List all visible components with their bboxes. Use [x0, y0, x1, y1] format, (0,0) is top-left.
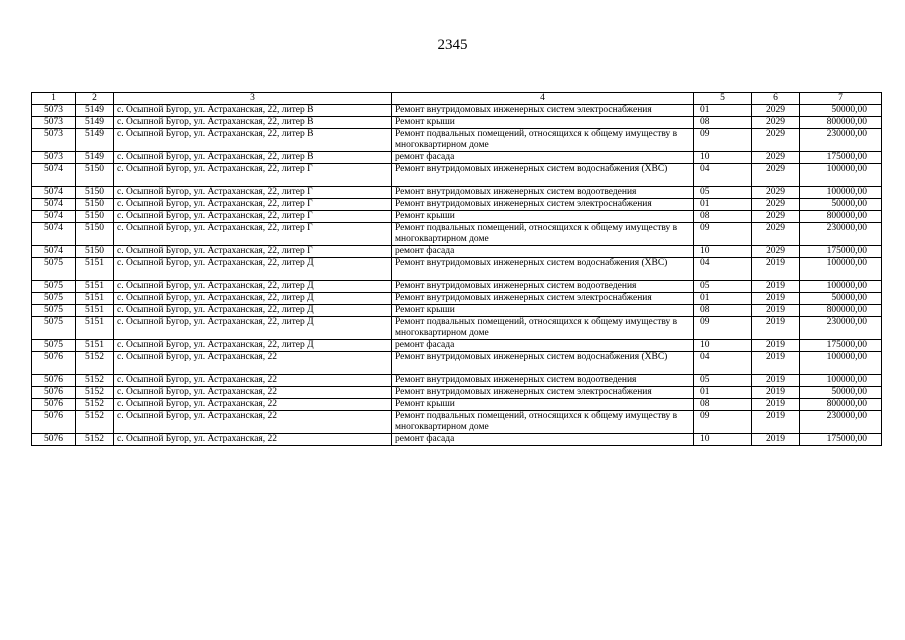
cell-number: 5073 [32, 105, 76, 117]
cell-number: 5074 [32, 246, 76, 258]
cell-work-code: 04 [694, 258, 752, 281]
cell-cost: 175000,00 [800, 340, 882, 352]
table-row [32, 399, 882, 411]
cell-number: 5076 [32, 352, 76, 375]
cell-year: 2029 [752, 199, 800, 211]
cell-work-code: 08 [694, 117, 752, 129]
cell-year: 2029 [752, 246, 800, 258]
cell-work-type: Ремонт подвальных помещений, относящихся к общему имуществу в многоквартирном доме [392, 411, 694, 434]
column-header-2: 2 [76, 93, 114, 105]
cell-house-id: 5150 [76, 164, 114, 187]
cell-year: 2019 [752, 258, 800, 281]
cell-address: с. Осыпной Бугор, ул. Астраханская, 22, литер Г [114, 246, 392, 258]
table-row [32, 375, 882, 387]
cell-number: 5075 [32, 305, 76, 317]
cell-work-code: 01 [694, 387, 752, 399]
cell-address: с. Осыпной Бугор, ул. Астраханская, 22, литер Г [114, 199, 392, 211]
column-header-5: 5 [694, 93, 752, 105]
cell-work-type: Ремонт внутридомовых инженерных систем водоснабжения (ХВС) [392, 258, 694, 281]
column-header-4: 4 [392, 93, 694, 105]
cell-work-type: Ремонт внутридомовых инженерных систем электроснабжения [392, 293, 694, 305]
cell-work-type: Ремонт крыши [392, 399, 694, 411]
cell-cost: 175000,00 [800, 152, 882, 164]
cell-year: 2029 [752, 187, 800, 199]
cell-number: 5076 [32, 387, 76, 399]
cell-house-id: 5151 [76, 340, 114, 352]
cell-number: 5074 [32, 223, 76, 246]
cell-work-code: 09 [694, 411, 752, 434]
cell-year: 2019 [752, 293, 800, 305]
cell-address: с. Осыпной Бугор, ул. Астраханская, 22, литер Г [114, 211, 392, 223]
cell-work-code: 05 [694, 187, 752, 199]
cell-year: 2019 [752, 281, 800, 293]
header-row [32, 93, 882, 105]
cell-house-id: 5150 [76, 223, 114, 246]
cell-year: 2019 [752, 305, 800, 317]
cell-address: с. Осыпной Бугор, ул. Астраханская, 22 [114, 387, 392, 399]
cell-work-type: Ремонт внутридомовых инженерных систем электроснабжения [392, 199, 694, 211]
cell-work-type: Ремонт внутридомовых инженерных систем электроснабжения [392, 387, 694, 399]
cell-cost: 100000,00 [800, 281, 882, 293]
table-row [32, 387, 882, 399]
cell-cost: 175000,00 [800, 434, 882, 446]
cell-work-code: 01 [694, 105, 752, 117]
cell-year: 2029 [752, 164, 800, 187]
cell-cost: 50000,00 [800, 293, 882, 305]
cell-number: 5074 [32, 211, 76, 223]
cell-cost: 800000,00 [800, 117, 882, 129]
cell-year: 2019 [752, 340, 800, 352]
table-row [32, 352, 882, 375]
cell-work-type: Ремонт внутридомовых инженерных систем водоснабжения (ХВС) [392, 352, 694, 375]
cell-year: 2019 [752, 411, 800, 434]
table-row [32, 434, 882, 446]
cell-work-code: 01 [694, 293, 752, 305]
cell-work-code: 01 [694, 199, 752, 211]
cell-year: 2019 [752, 375, 800, 387]
cell-house-id: 5149 [76, 105, 114, 117]
cell-number: 5076 [32, 375, 76, 387]
table-row [32, 187, 882, 199]
cell-cost: 100000,00 [800, 164, 882, 187]
cell-work-code: 05 [694, 375, 752, 387]
cell-year: 2019 [752, 352, 800, 375]
table-row [32, 211, 882, 223]
cell-number: 5076 [32, 411, 76, 434]
cell-address: с. Осыпной Бугор, ул. Астраханская, 22 [114, 411, 392, 434]
column-header-3: 3 [114, 93, 392, 105]
cell-house-id: 5150 [76, 199, 114, 211]
table-row [32, 129, 882, 152]
cell-house-id: 5149 [76, 152, 114, 164]
cell-work-type: ремонт фасада [392, 340, 694, 352]
table-row [32, 105, 882, 117]
cell-address: с. Осыпной Бугор, ул. Астраханская, 22 [114, 352, 392, 375]
cell-number: 5073 [32, 117, 76, 129]
column-header-6: 6 [752, 93, 800, 105]
cell-house-id: 5149 [76, 129, 114, 152]
cell-work-code: 09 [694, 317, 752, 340]
table-row [32, 317, 882, 340]
cell-cost: 50000,00 [800, 199, 882, 211]
cell-cost: 230000,00 [800, 317, 882, 340]
cell-address: с. Осыпной Бугор, ул. Астраханская, 22, литер В [114, 129, 392, 152]
cell-work-type: ремонт фасада [392, 152, 694, 164]
table-row [32, 246, 882, 258]
cell-address: с. Осыпной Бугор, ул. Астраханская, 22, литер Д [114, 305, 392, 317]
cell-address: с. Осыпной Бугор, ул. Астраханская, 22, литер Г [114, 223, 392, 246]
cell-number: 5076 [32, 399, 76, 411]
cell-number: 5075 [32, 317, 76, 340]
cell-house-id: 5152 [76, 352, 114, 375]
cell-house-id: 5152 [76, 434, 114, 446]
cell-address: с. Осыпной Бугор, ул. Астраханская, 22, литер Д [114, 293, 392, 305]
table-body [32, 105, 882, 446]
cell-work-type: Ремонт крыши [392, 117, 694, 129]
cell-work-type: Ремонт внутридомовых инженерных систем водоотведения [392, 375, 694, 387]
cell-work-code: 08 [694, 305, 752, 317]
cell-work-code: 04 [694, 352, 752, 375]
cell-cost: 230000,00 [800, 129, 882, 152]
table-row [32, 223, 882, 246]
cell-work-code: 10 [694, 434, 752, 446]
cell-year: 2019 [752, 387, 800, 399]
cell-cost: 800000,00 [800, 305, 882, 317]
cell-work-type: Ремонт внутридомовых инженерных систем водоотведения [392, 281, 694, 293]
cell-year: 2029 [752, 117, 800, 129]
cell-cost: 230000,00 [800, 223, 882, 246]
cell-work-type: Ремонт подвальных помещений, относящихся к общему имуществу в многоквартирном доме [392, 317, 694, 340]
cell-house-id: 5150 [76, 187, 114, 199]
cell-house-id: 5151 [76, 258, 114, 281]
cell-address: с. Осыпной Бугор, ул. Астраханская, 22 [114, 375, 392, 387]
cell-work-code: 09 [694, 223, 752, 246]
cell-house-id: 5151 [76, 317, 114, 340]
table-row [32, 340, 882, 352]
cell-address: с. Осыпной Бугор, ул. Астраханская, 22 [114, 434, 392, 446]
cell-work-code: 10 [694, 152, 752, 164]
cell-address: с. Осыпной Бугор, ул. Астраханская, 22, литер Г [114, 187, 392, 199]
cell-work-type: Ремонт крыши [392, 211, 694, 223]
cell-work-type: Ремонт внутридомовых инженерных систем водоотведения [392, 187, 694, 199]
cell-house-id: 5152 [76, 399, 114, 411]
cell-address: с. Осыпной Бугор, ул. Астраханская, 22 [114, 399, 392, 411]
table-header [32, 93, 882, 105]
table-row [32, 293, 882, 305]
cell-cost: 230000,00 [800, 411, 882, 434]
cell-cost: 175000,00 [800, 246, 882, 258]
cell-address: с. Осыпной Бугор, ул. Астраханская, 22, литер В [114, 117, 392, 129]
cell-house-id: 5152 [76, 411, 114, 434]
cell-house-id: 5152 [76, 375, 114, 387]
cell-number: 5075 [32, 340, 76, 352]
cell-work-type: Ремонт внутридомовых инженерных систем электроснабжения [392, 105, 694, 117]
cell-address: с. Осыпной Бугор, ул. Астраханская, 22, литер Г [114, 164, 392, 187]
cell-house-id: 5151 [76, 293, 114, 305]
table-row [32, 411, 882, 434]
cell-cost: 800000,00 [800, 211, 882, 223]
cell-year: 2029 [752, 223, 800, 246]
cell-cost: 100000,00 [800, 375, 882, 387]
cell-work-type: Ремонт подвальных помещений, относящихся к общему имуществу в многоквартирном доме [392, 223, 694, 246]
cell-year: 2029 [752, 211, 800, 223]
cell-address: с. Осыпной Бугор, ул. Астраханская, 22, литер В [114, 152, 392, 164]
cell-work-type: Ремонт внутридомовых инженерных систем водоснабжения (ХВС) [392, 164, 694, 187]
cell-year: 2019 [752, 317, 800, 340]
cell-work-code: 10 [694, 246, 752, 258]
cell-number: 5074 [32, 187, 76, 199]
column-header-1: 1 [32, 93, 76, 105]
cell-number: 5076 [32, 434, 76, 446]
cell-number: 5075 [32, 281, 76, 293]
cell-work-code: 04 [694, 164, 752, 187]
cell-cost: 800000,00 [800, 399, 882, 411]
cell-work-type: Ремонт подвальных помещений, относящихся к общему имуществу в многоквартирном доме [392, 129, 694, 152]
cell-house-id: 5150 [76, 211, 114, 223]
cell-number: 5075 [32, 293, 76, 305]
cell-address: с. Осыпной Бугор, ул. Астраханская, 22, литер Д [114, 317, 392, 340]
cell-work-type: ремонт фасада [392, 246, 694, 258]
cell-work-code: 08 [694, 211, 752, 223]
cell-cost: 50000,00 [800, 105, 882, 117]
cell-address: с. Осыпной Бугор, ул. Астраханская, 22, литер В [114, 105, 392, 117]
cell-number: 5074 [32, 164, 76, 187]
cell-house-id: 5149 [76, 117, 114, 129]
cell-number: 5074 [32, 199, 76, 211]
cell-cost: 100000,00 [800, 258, 882, 281]
cell-cost: 50000,00 [800, 387, 882, 399]
cell-year: 2029 [752, 105, 800, 117]
cell-address: с. Осыпной Бугор, ул. Астраханская, 22, литер Д [114, 340, 392, 352]
cell-number: 5075 [32, 258, 76, 281]
cell-work-code: 05 [694, 281, 752, 293]
cell-cost: 100000,00 [800, 352, 882, 375]
cell-year: 2029 [752, 152, 800, 164]
cell-work-code: 08 [694, 399, 752, 411]
table-row [32, 199, 882, 211]
registry-table [31, 92, 882, 446]
column-header-7: 7 [800, 93, 882, 105]
cell-work-code: 10 [694, 340, 752, 352]
cell-house-id: 5152 [76, 387, 114, 399]
cell-year: 2029 [752, 129, 800, 152]
cell-year: 2019 [752, 434, 800, 446]
table-row [32, 258, 882, 281]
cell-number: 5073 [32, 129, 76, 152]
table-row [32, 305, 882, 317]
page-number: 2345 [437, 37, 468, 53]
cell-year: 2019 [752, 399, 800, 411]
cell-house-id: 5151 [76, 305, 114, 317]
cell-cost: 100000,00 [800, 187, 882, 199]
table-row [32, 164, 882, 187]
cell-house-id: 5150 [76, 246, 114, 258]
table-row [32, 152, 882, 164]
cell-work-type: Ремонт крыши [392, 305, 694, 317]
cell-number: 5073 [32, 152, 76, 164]
cell-work-code: 09 [694, 129, 752, 152]
table-row [32, 281, 882, 293]
cell-address: с. Осыпной Бугор, ул. Астраханская, 22, литер Д [114, 258, 392, 281]
cell-work-type: ремонт фасада [392, 434, 694, 446]
cell-house-id: 5151 [76, 281, 114, 293]
table-row [32, 117, 882, 129]
cell-address: с. Осыпной Бугор, ул. Астраханская, 22, литер Д [114, 281, 392, 293]
